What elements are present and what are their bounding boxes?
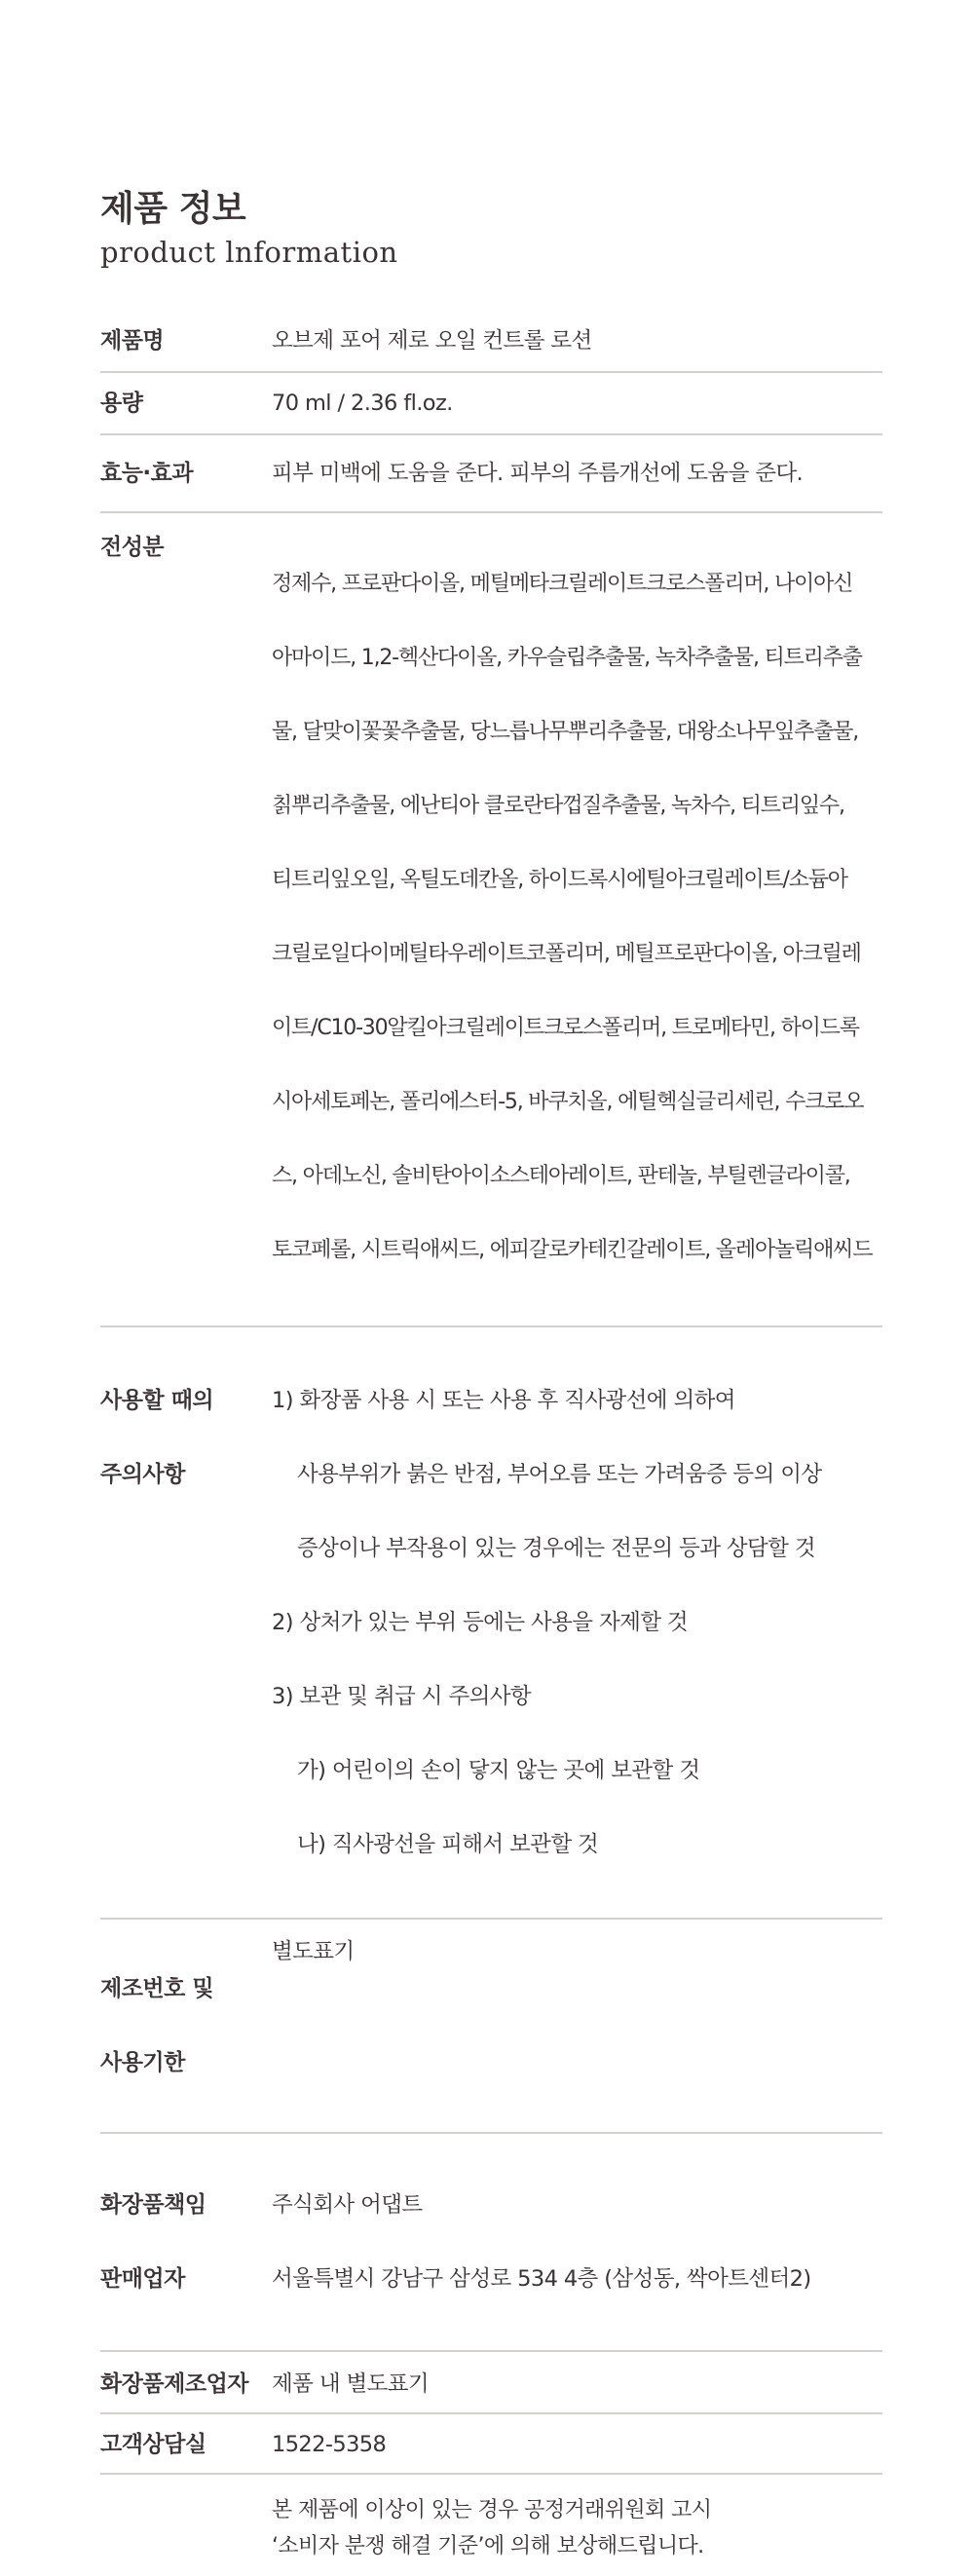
ingredients-line: 토코페롤, 시트릭애씨드, 에피갈로카테킨갈레이트, 올레아놀릭애씨드 [272, 1238, 873, 1262]
precaution-sub: 사용부위가 붉은 반점, 부어오름 또는 가려움증 등의 이상 [297, 1462, 822, 1487]
ingredients-line: 물, 달맞이꽃꽃추출물, 당느릅나무뿌리추출물, 대왕소나무잎추출물, [272, 720, 859, 744]
row-efficacy [100, 435, 882, 513]
label-responsible-seller-line: 판매업자 [100, 2266, 185, 2292]
value-product-name: 오브제 포어 제로 오일 컨트롤 로션 [272, 328, 592, 354]
label-precautions [100, 1345, 272, 1900]
footer-note-line: ‘소비자 분쟁 해결 기준’에 의해 보상해드립니다. [272, 2534, 704, 2558]
footer-note-spacer [100, 2492, 272, 2564]
label-efficacy: 효능·효과 [100, 461, 194, 486]
label-lot-expiry-line: 사용기한 [100, 2050, 185, 2075]
row-footer-note [100, 2475, 882, 2576]
label-responsible-seller-line: 화장품책임 [100, 2192, 206, 2218]
label-lot-expiry [100, 1933, 272, 2118]
value-efficacy: 피부 미백에 도움을 준다. 피부의 주름개선에 도움을 준다. [272, 461, 804, 486]
value-lot-expiry: 별도표기 [272, 1939, 355, 1964]
precaution-item: 3) 보관 및 취급 시 주의사항 [272, 1684, 532, 1709]
value-manufacturer: 제품 내 별도표기 [272, 2371, 430, 2397]
ingredients-line: 시아세토페논, 폴리에스터-5, 바쿠치올, 에틸헥실글리세린, 수크로오 [272, 1090, 864, 1114]
page-title: 제품 정보 [100, 189, 246, 229]
value-precautions [272, 1345, 882, 1900]
label-responsible-seller [100, 2149, 272, 2334]
label-lot-expiry-line: 제조번호 및 [100, 1976, 214, 2001]
row-precautions [100, 1327, 882, 1920]
page-subtitle: product lnformation [100, 236, 398, 269]
precaution-sub: 증상이나 부작용이 있는 경우에는 전문의 등과 상담할 것 [297, 1536, 815, 1561]
precaution-sub: 나) 직사광선을 피해서 보관할 것 [297, 1832, 599, 1857]
label-precautions-line: 주의사항 [100, 1462, 185, 1487]
label-ingredients: 전성분 [100, 535, 165, 560]
precaution-item: 1) 화장품 사용 시 또는 사용 후 직사광선에 의하여 [272, 1388, 735, 1413]
ingredients-line: 이트/C10-30알킬아크릴레이트크로스폴리머, 트로메타민, 하이드록 [272, 1016, 859, 1040]
footer-note [272, 2492, 711, 2564]
ingredients-line: 스, 아데노신, 솔비탄아이소스테아레이트, 판테놀, 부틸렌글라이콜, [272, 1164, 850, 1188]
label-precautions-line: 사용할 때의 [100, 1388, 214, 1413]
ingredients-line: 아마이드, 1,2-헥산다이올, 카우슬립추출물, 녹차추출물, 티트리추출 [272, 646, 862, 670]
precaution-item: 2) 상처가 있는 부위 등에는 사용을 자제할 것 [272, 1610, 689, 1635]
value-responsible-seller [272, 2149, 882, 2334]
precaution-sub: 가) 어린이의 손이 닿지 않는 곳에 보관할 것 [297, 1758, 700, 1783]
footer-note-line: 본 제품에 이상이 있는 경우 공정거래위원회 고시 [272, 2498, 712, 2522]
row-manufacturer [100, 2352, 882, 2414]
row-customer-service [100, 2414, 882, 2475]
ingredients-line: 정제수, 프로판다이올, 메틸메타크릴레이트크로스폴리머, 나이아신 [272, 572, 853, 596]
ingredients-line: 칡뿌리추출물, 에난티아 클로란타껍질추출물, 녹차수, 티트리잎수, [272, 794, 844, 818]
product-info-table [100, 322, 882, 2576]
seller-address: 서울특별시 강남구 삼성로 534 4층 (삼성동, 싹아트센터2) [272, 2266, 811, 2292]
ingredients-line: 크릴로일다이메틸타우레이트코폴리머, 메틸프로판다이올, 아크릴레 [272, 942, 861, 966]
value-customer-service: 1522-5358 [272, 2432, 387, 2457]
value-ingredients [272, 529, 882, 1306]
row-product-name [100, 322, 882, 373]
label-volume: 용량 [100, 391, 143, 416]
seller-name: 주식회사 어댑트 [272, 2192, 423, 2218]
row-lot-expiry [100, 1920, 882, 2134]
row-ingredients [100, 513, 882, 1327]
ingredients-line: 티트리잎오일, 옥틸도데칸올, 하이드록시에틸아크릴레이트/소듐아 [272, 868, 847, 892]
label-product-name: 제품명 [100, 328, 165, 354]
label-manufacturer: 화장품제조업자 [100, 2371, 249, 2397]
value-volume: 70 ml / 2.36 fl.oz. [272, 391, 453, 416]
label-customer-service: 고객상담실 [100, 2432, 206, 2457]
row-volume [100, 373, 882, 435]
row-responsible-seller [100, 2134, 882, 2352]
